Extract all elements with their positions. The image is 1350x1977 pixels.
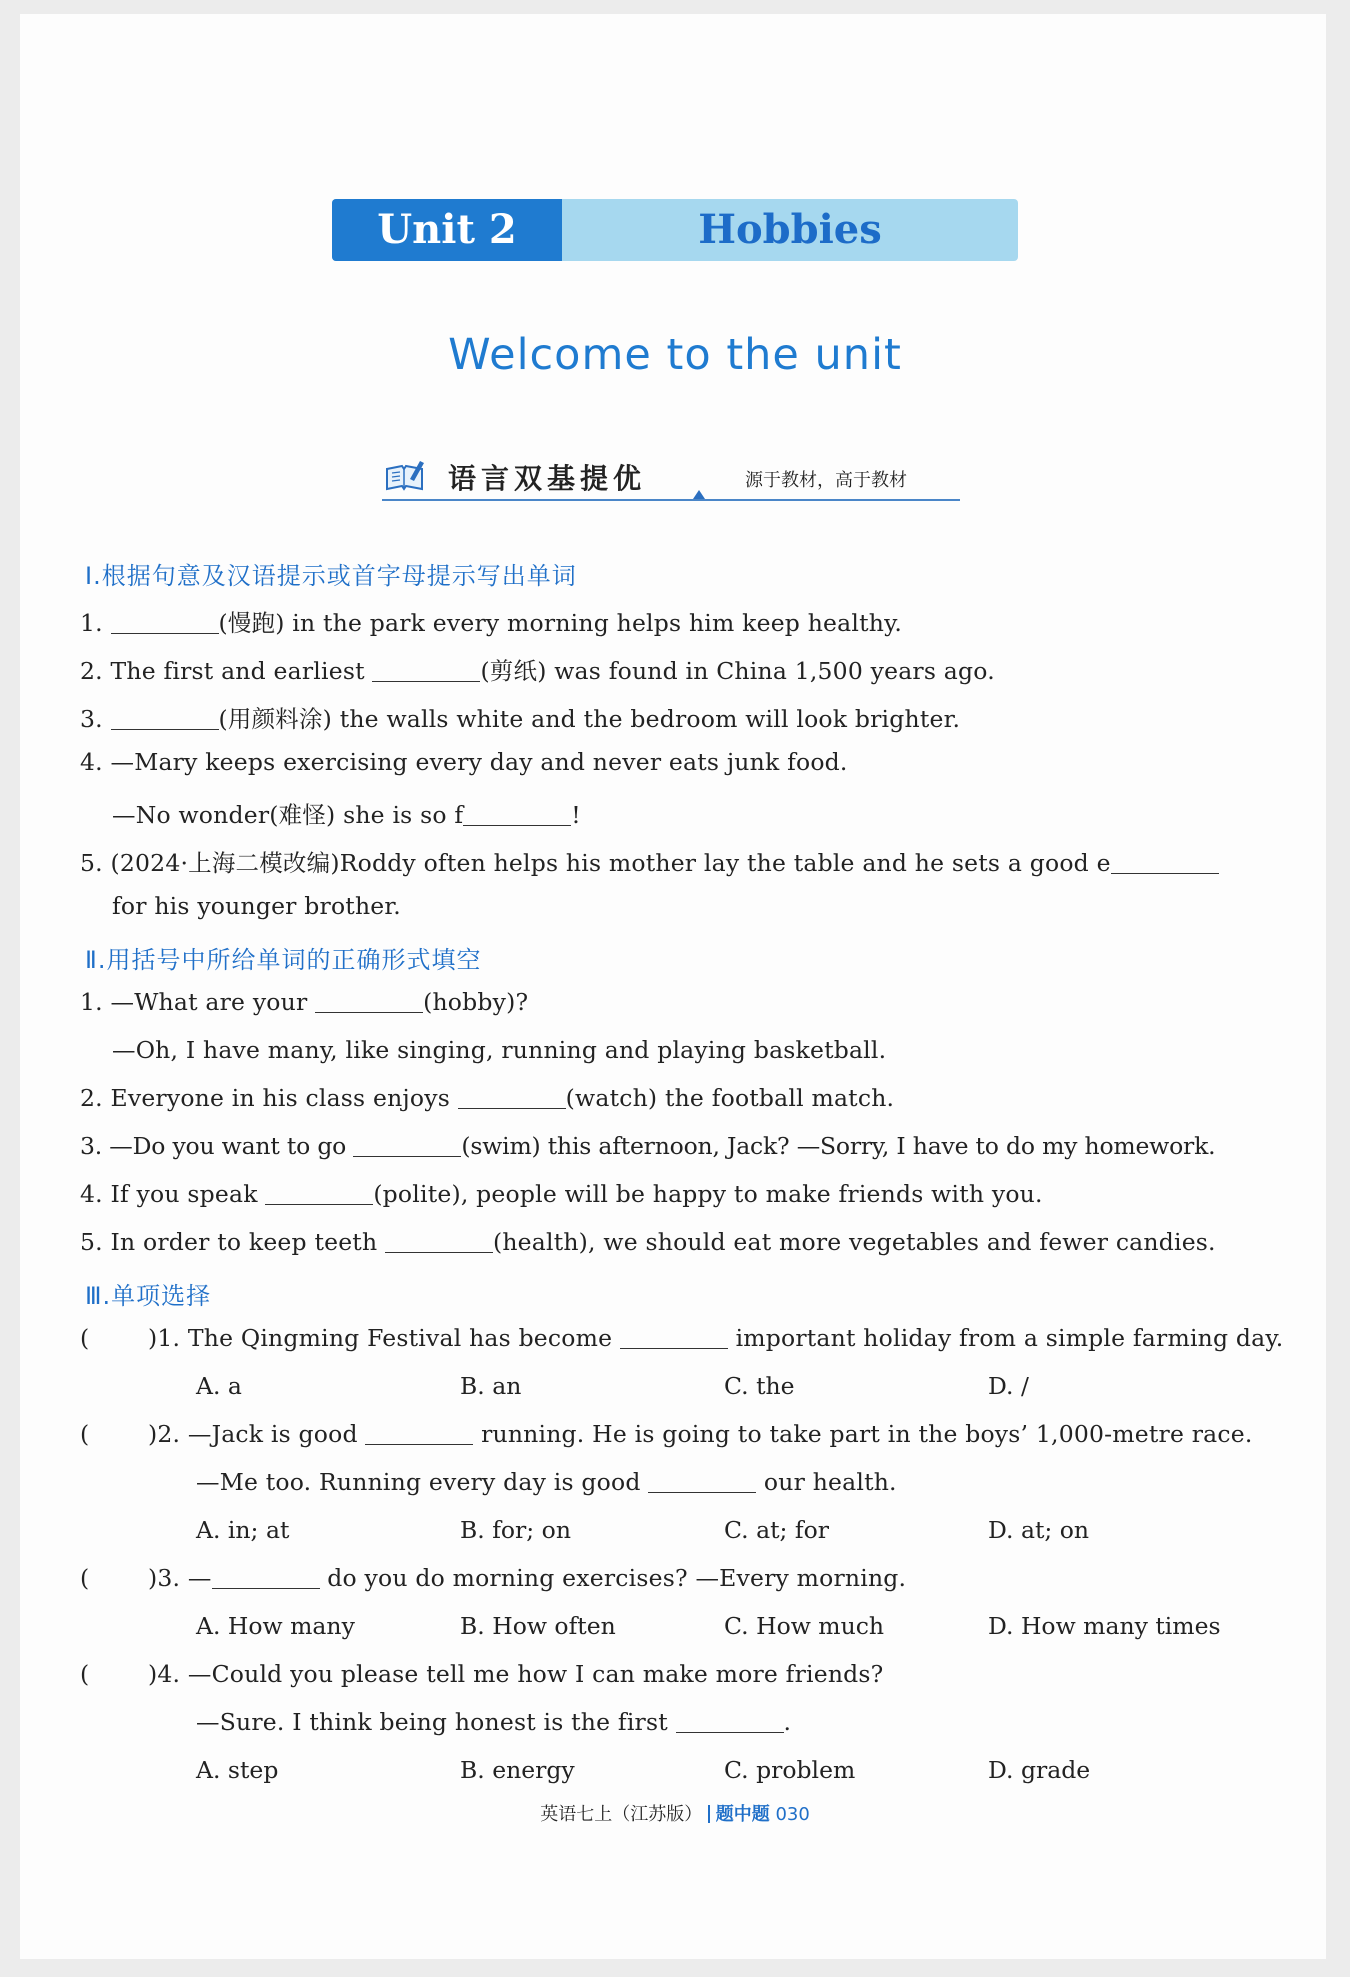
p1-question-2: 2. The first and earliest (剪纸) was found in China 1,500 years ago. [80, 657, 995, 685]
option-c[interactable]: C. How much [724, 1612, 885, 1640]
section-underline [382, 499, 960, 501]
book-pencil-icon [384, 459, 426, 493]
section-title: 语言双基提优 [448, 462, 647, 495]
answer-blank[interactable] [372, 658, 480, 683]
answer-paren[interactable]: ( [80, 1564, 90, 1592]
p3-question-3: )3. — do you do morning exercises? —Every morning. [148, 1564, 907, 1592]
section-heading [380, 455, 960, 501]
answer-blank[interactable] [1111, 850, 1219, 875]
footer-book: 英语七上（江苏版） [540, 1804, 703, 1825]
answer-blank[interactable] [212, 1565, 320, 1590]
answer-blank[interactable] [620, 1325, 728, 1350]
p1-question-4-line2: —No wonder(难怪) she is so f ! [112, 801, 581, 829]
p2-question-3: 3. —Do you want to go (swim) this afternoon, Jack? —Sorry, I have to do my homework. [80, 1132, 1216, 1160]
p3-question-4-line2: —Sure. I think being honest is the first . [196, 1708, 792, 1736]
unit-banner [332, 199, 1018, 261]
p2-question-2: 2. Everyone in his class enjoys (watch) the football match. [80, 1084, 895, 1112]
p2-question-4: 4. If you speak (polite), people will be happy to make friends with you. [80, 1180, 1043, 1208]
p3-question-2-line2: —Me too. Running every day is good our health. [196, 1468, 897, 1496]
p2-question-1-line2: —Oh, I have many, like singing, running and playing basketball. [112, 1036, 887, 1064]
option-c[interactable]: C. at; for [724, 1516, 830, 1544]
option-b[interactable]: B. energy [460, 1756, 575, 1784]
p2-question-5: 5. In order to keep teeth (health), we should eat more vegetables and fewer candies. [80, 1228, 1216, 1256]
footer-divider [708, 1805, 710, 1823]
p1-question-1: 1. (慢跑) in the park every morning helps him keep healthy. [80, 609, 903, 637]
option-d[interactable]: D. grade [988, 1756, 1091, 1784]
page-footer [0, 1800, 1350, 1826]
p1-question-5-line1: 5. (2024·上海二模改编)Roddy often helps his mother lay the table and he sets a good e [80, 844, 1219, 878]
answer-paren[interactable]: ( [80, 1420, 90, 1448]
option-d[interactable]: D. at; on [988, 1516, 1090, 1544]
option-d[interactable]: D. How many times [988, 1612, 1221, 1640]
answer-paren[interactable]: ( [80, 1660, 90, 1688]
answer-blank[interactable] [315, 989, 423, 1014]
unit-title: Hobbies [698, 206, 882, 253]
answer-blank[interactable] [385, 1229, 493, 1254]
part-1-title: Ⅰ.根据句意及汉语提示或首字母提示写出单词 [85, 562, 577, 590]
p3-question-1: )1. The Qingming Festival has become important holiday from a simple farming day. [148, 1324, 1284, 1352]
answer-blank[interactable] [353, 1133, 461, 1158]
option-b[interactable]: B. an [460, 1372, 522, 1400]
answer-blank[interactable] [265, 1181, 373, 1206]
part-3-title: Ⅲ.单项选择 [85, 1282, 212, 1310]
lesson-title: Welcome to the unit [448, 330, 902, 380]
option-d[interactable]: D. / [988, 1372, 1029, 1400]
option-b[interactable]: B. for; on [460, 1516, 571, 1544]
section-note: 源于教材，高于教材 [745, 470, 907, 491]
answer-blank[interactable] [111, 706, 219, 731]
option-a[interactable]: A. How many [196, 1612, 355, 1640]
p1-question-3: 3. (用颜料涂) the walls white and the bedroom will look brighter. [80, 705, 961, 733]
option-c[interactable]: C. the [724, 1372, 795, 1400]
answer-blank[interactable] [458, 1085, 566, 1110]
p1-question-5-line2: for his younger brother. [112, 892, 401, 920]
answer-blank[interactable] [463, 802, 571, 827]
p3-question-4-line1: )4. —Could you please tell me how I can make more friends? [148, 1660, 884, 1688]
answer-blank[interactable] [111, 610, 219, 635]
unit-number: Unit 2 [332, 199, 562, 261]
option-b[interactable]: B. How often [460, 1612, 616, 1640]
p3-question-2-line1: )2. —Jack is good running. He is going to take part in the boys’ 1,000-metre race. [148, 1420, 1253, 1448]
answer-blank[interactable] [365, 1421, 473, 1446]
p1-question-4-line1: 4. —Mary keeps exercising every day and never eats junk food. [80, 748, 848, 776]
option-a[interactable]: A. a [196, 1372, 242, 1400]
page-number: 030 [775, 1804, 810, 1825]
section-marker [693, 490, 705, 499]
answer-blank[interactable] [648, 1469, 756, 1494]
p2-question-1-line1: 1. —What are your (hobby)? [80, 988, 529, 1016]
option-c[interactable]: C. problem [724, 1756, 856, 1784]
part-2-title: Ⅱ.用括号中所给单词的正确形式填空 [85, 946, 482, 974]
answer-blank[interactable] [676, 1709, 784, 1734]
answer-paren[interactable]: ( [80, 1324, 90, 1352]
option-a[interactable]: A. in; at [196, 1516, 290, 1544]
footer-brand: 题中题 [715, 1804, 770, 1825]
option-a[interactable]: A. step [196, 1756, 279, 1784]
